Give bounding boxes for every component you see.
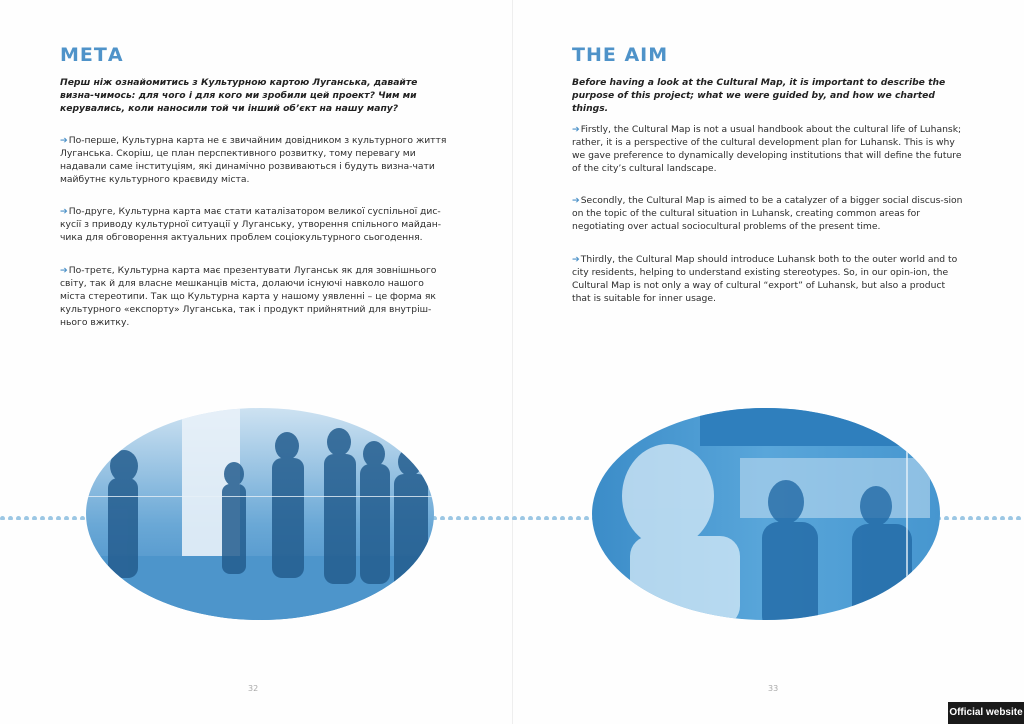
paragraph-english-2: ➔Secondly, the Cultural Map is aimed to be a catalyzer of a bigger social discus-sion on the topic of the cultural situation in Luhansk, creating common areas for negotiating over actual sociocultural problems of the present time. xyxy=(572,195,963,232)
group-photo xyxy=(84,406,436,622)
page-number: 32 xyxy=(248,684,259,693)
heading-ukrainian: МЕТА xyxy=(60,44,124,66)
arrow-icon: ➔ xyxy=(572,124,580,135)
arrow-icon: ➔ xyxy=(572,254,580,265)
paragraph-ukrainian-2: ➔По-друге, Культурна карта має стати каталізатором великої суспільної дис-кусії з приводу культурної ситуації у Луганську, утворення спільного майдан-чика для обговорення актуальних проблем соціокультурного сьогодення. xyxy=(60,206,442,243)
arrow-icon: ➔ xyxy=(60,135,68,146)
intro-english: Before having a look at the Cultural Map, it is important to describe the purpose of this project; what we were guided by, and how we charted things. xyxy=(572,77,946,114)
paragraph-ukrainian-3: ➔По-третє, Культурна карта має презентувати Луганськ як для зовнішнього світу, так й для власне мешканців міста, долаючи існуючі навколо нашого міста стереотипи. Так що Культурна карта у нашому уявленні – це форма як культурного «експорту» Луганська, так і продукт прийнятний для внутріш-нього вжитку. xyxy=(60,265,437,328)
heading-english: THE AIM xyxy=(572,44,669,66)
arrow-icon: ➔ xyxy=(60,206,68,217)
arrow-icon: ➔ xyxy=(572,195,580,206)
paragraph-english-3: ➔Thirdly, the Cultural Map should introduce Luhansk both to the outer world and to city residents, helping to understand existing stereotypes. So, in our opin-ion, the Cultural Map is not only a way of cultural “export” of Luhansk, but also a product that is suitable for inner usage. xyxy=(572,254,958,304)
paragraph-english-1: ➔Firstly, the Cultural Map is not a usual handbook about the cultural life of Luhansk; rather, it is a perspective of the cultural development plan for Luhansk. This is why we gave preference to dynamically developing institutions that will define the future of the city’s cultural landscape. xyxy=(572,124,962,174)
arrow-icon: ➔ xyxy=(60,265,68,276)
official-website-badge[interactable]: Official website xyxy=(948,702,1024,724)
intro-ukrainian: Перш ніж ознайомитись з Культурною картою Луганська, давайте визна-чимось: для чого і для кого ми зробили цей проект? Чим ми керувались, коли наносили той чи інший об’єкт на нашу мапу? xyxy=(60,77,418,114)
paragraph-ukrainian-1: ➔По-перше, Культурна карта не є звичайним довідником з культурного життя Луганська. Скоріш, це план перспективного розвитку, тому перевагу ми надавали саме інституціям, які динамічно розвиваються і будуть визна-чати майбутнє культурного краєвиду міста. xyxy=(60,135,447,185)
people-photo xyxy=(590,406,942,622)
page-number: 33 xyxy=(768,684,779,693)
right-page xyxy=(512,0,1024,724)
